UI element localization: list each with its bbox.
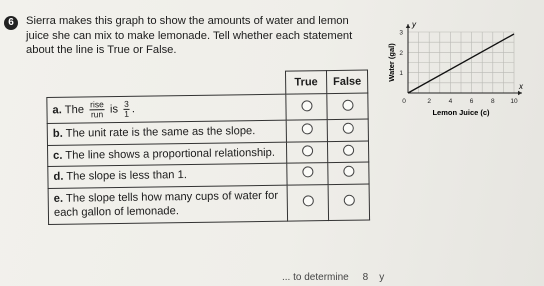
statement-label: e. [53,192,64,205]
footer-y-label: y [379,272,385,283]
statement-text: The line shows a proportional relationship. [65,146,276,162]
radio-circle[interactable] [343,144,354,155]
radio-circle[interactable] [302,167,313,178]
rise-over-run-fraction [89,100,105,119]
true-option-d[interactable] [287,163,328,185]
x-tick-label: 8 [490,98,495,105]
statement-text: The slope is less than 1. [66,169,188,183]
false-option-a[interactable] [327,93,368,120]
footer-fragment: 8 [362,272,369,283]
radio-circle[interactable] [342,123,353,134]
lemonade-graph [368,10,538,175]
y-tick-label: 2 [399,49,403,57]
header-false: False [326,70,367,94]
x-tick-label: 6 [469,98,474,105]
y-tick-label: 1 [399,70,403,78]
statement-text: The [64,103,85,117]
true-option-c[interactable] [286,141,327,163]
fraction-denominator: 1 [124,108,130,119]
statement-e [48,185,287,224]
radio-circle[interactable] [343,195,354,206]
y-axis-arrow [406,24,410,28]
radio-circle[interactable] [302,145,313,156]
statement-label: d. [53,170,64,183]
question-prompt [26,14,371,58]
statement-text: is [109,103,119,116]
table-row [48,184,369,224]
header-true: True [285,71,326,95]
question-number-badge: 6 [4,16,18,30]
statement-text: The unit rate is the same as the slope. [65,125,256,140]
prompt-line: about the line is True or False. [26,44,177,57]
x-axis-label: Lemon Juice (c) [432,108,490,117]
x-tick-label: 0 [402,98,406,105]
tick-labels [399,30,518,106]
radio-circle[interactable] [301,124,312,135]
prompt-line: Sierra makes this graph to show the amounts of water and lemon [26,15,349,27]
false-option-d[interactable] [328,162,369,184]
statement-text: . [131,103,136,116]
x-tick-label: 2 [427,98,432,105]
statement-label: a. [52,104,62,117]
false-option-c[interactable] [327,141,368,163]
footer-text: ... to determine [282,272,349,283]
prompt-line: juice she can mix to make lemonade. Tell whether each statement [26,29,353,42]
radio-circle[interactable] [302,195,313,206]
fraction-denominator: run [90,109,104,120]
y-axis-name: y [412,20,416,29]
true-option-e[interactable] [287,184,328,221]
statement-label: c. [53,149,63,162]
radio-circle[interactable] [342,99,353,110]
y-axis-label: Water (gal) [387,43,396,82]
radio-circle[interactable] [301,100,312,111]
statement-label: b. [52,127,63,140]
statement-a [47,94,286,123]
true-option-b[interactable] [286,120,327,142]
fraction-numerator: 3 [124,98,129,109]
radio-circle[interactable] [343,166,354,177]
x-axis-arrow [518,91,522,95]
table-corner [47,71,286,97]
x-axis-name: x [519,82,523,91]
value-fraction [123,100,130,119]
y-tick-label: 3 [399,29,403,37]
false-option-b[interactable] [327,119,368,141]
false-option-e[interactable] [328,184,369,221]
fraction-numerator: rise [89,99,104,110]
x-tick-label: 4 [448,98,453,105]
x-tick-label: 10 [510,98,518,105]
true-false-table [46,70,370,225]
cut-off-footer [282,272,384,283]
true-option-a[interactable] [286,94,327,121]
statement-text: The slope tells how many cups of water for each gallon of lemonade. [53,189,279,219]
